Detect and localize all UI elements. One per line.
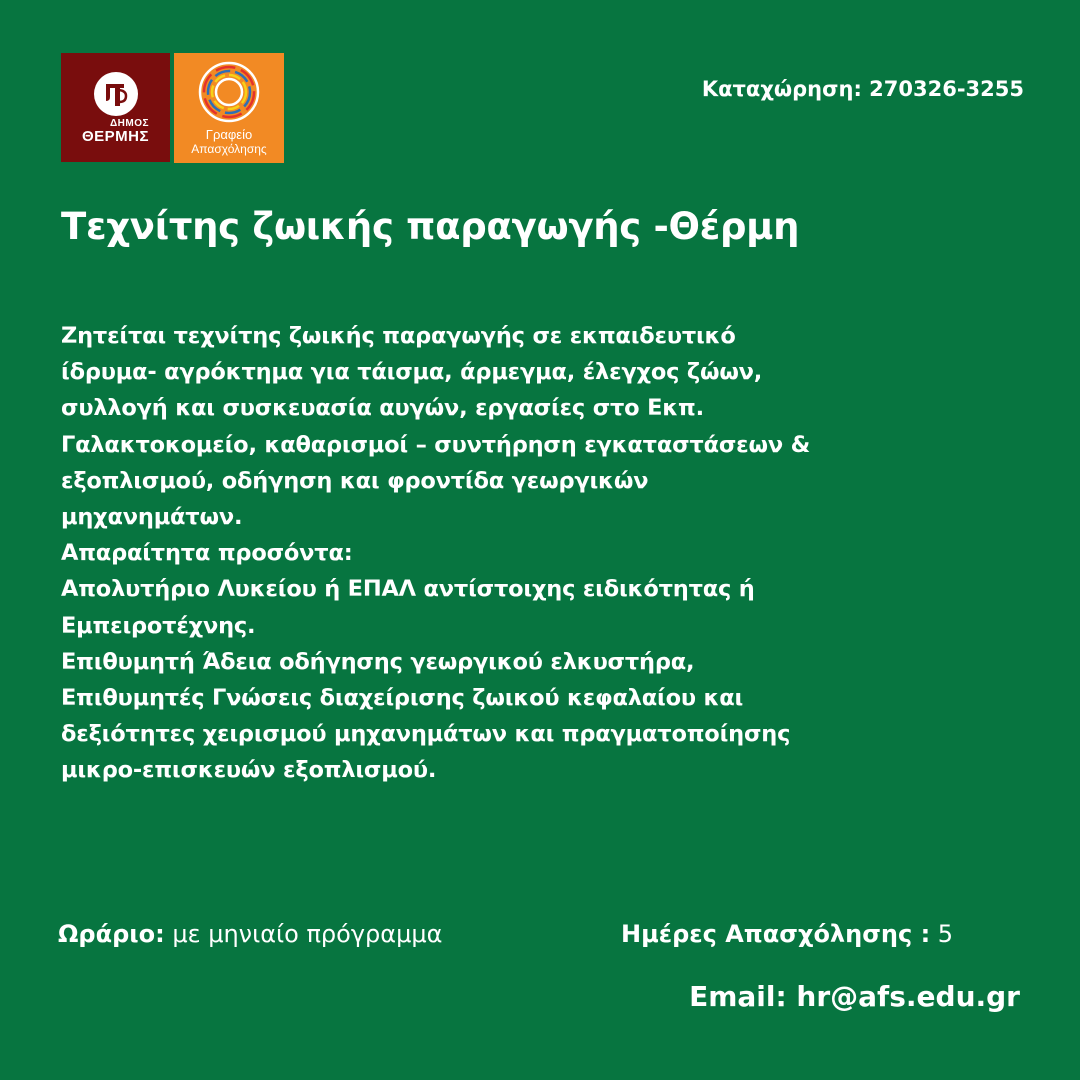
description-line: εξοπλισμού, οδήγηση και φροντίδα γεωργικών xyxy=(61,467,649,494)
description-line: δεξιότητες χειρισμού μηχανημάτων και πραγματοποίησης xyxy=(61,721,791,748)
registration-number: Καταχώρηση: 270326-3255 xyxy=(701,77,1024,101)
description-line: μικρο-επισκευών εξοπλισμού. xyxy=(61,757,437,784)
employment-office-logo-line1: Γραφείο xyxy=(205,127,253,142)
contact-email: Email: hr@afs.edu.gr xyxy=(689,980,1020,1013)
municipality-logo-big-text: ΘΕΡΜΗΣ xyxy=(81,128,149,145)
municipality-logo-small-text: ΔΗΜΟΣ xyxy=(109,118,150,129)
employment-days xyxy=(621,920,953,948)
description-line: Απολυτήριο Λυκείου ή ΕΠΑΛ αντίστοιχης ειδικότητας ή xyxy=(61,576,755,603)
job-title: Τεχνίτης ζωικής παραγωγής -Θέρμη xyxy=(61,205,800,248)
schedule-label: Ωράριο: xyxy=(58,920,165,948)
work-schedule xyxy=(58,920,442,948)
description-line: ίδρυμα- αγρόκτημα για τάισμα, άρμεγμα, έλεγχος ζώων, xyxy=(61,359,763,386)
description-line: Απαραίτητα προσόντα: xyxy=(61,540,353,567)
employment-office-rings-icon xyxy=(197,60,261,124)
description-line: συλλογή και συσκευασία αυγών, εργασίες στο Εκπ. xyxy=(61,395,704,422)
days-label: Ημέρες Απασχόλησης : xyxy=(621,920,931,948)
days-value: 5 xyxy=(930,920,954,948)
description-line: Επιθυμητή Άδεια οδήγησης γεωργικού ελκυστήρα, xyxy=(61,648,695,675)
schedule-value: με μηνιαίο πρόγραμμα xyxy=(164,920,443,948)
description-line: μηχανημάτων. xyxy=(61,504,243,531)
job-description xyxy=(61,318,1021,789)
employment-office-logo xyxy=(174,53,284,163)
description-line: Επιθυμητές Γνώσεις διαχείρισης ζωικού κεφαλαίου και xyxy=(61,685,744,712)
description-line: Εμπειροτέχνης. xyxy=(61,612,256,639)
municipality-emblem-icon xyxy=(93,71,139,117)
description-line: Ζητείται τεχνίτης ζωικής παραγωγής σε εκπαιδευτικό xyxy=(61,323,736,349)
employment-office-logo-line2: Απασχόλησης xyxy=(191,142,267,156)
municipality-logo xyxy=(61,53,170,162)
description-line: Γαλακτοκομείο, καθαρισμοί – συντήρηση εγκαταστάσεων & xyxy=(61,431,811,458)
